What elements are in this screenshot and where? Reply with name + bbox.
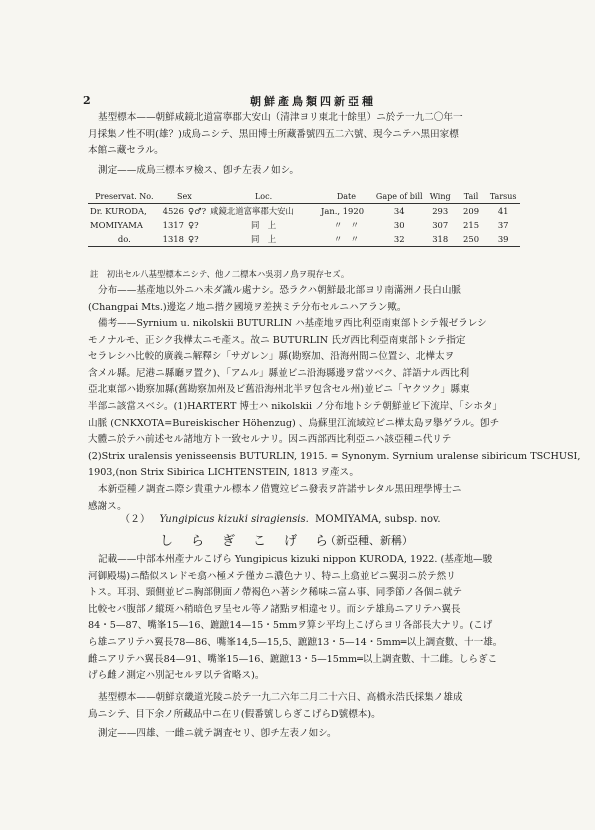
text-line: 含メル縣。尼港ニ縣廳ヲ置ク)、「アムル」縣並ビニ沿海縣邊ヲ當ツベク、詳語ナル西比利 <box>88 367 470 379</box>
table-cell: 30 <box>393 220 405 230</box>
text-line: 鳥ニシテ、目下余ノ所藏品中ニ在リ(假番號しらぎこげらD號標本)。 <box>88 708 381 720</box>
text-line: (2)Strix uralensis yenisseensis BUTURLIN, 1915. = Synonym. Syrnium uralense sibiricum TSCHUSI, <box>88 450 581 462</box>
measure-intro-1 <box>88 163 520 180</box>
col-header-loc: Loc. <box>254 192 273 201</box>
text-line: 1903,(non Strix Sibirica LICHTENSTEIN, 1813 ヲ產ス。 <box>88 467 360 479</box>
table-cell: 〃 〃 <box>333 220 360 230</box>
table-cell: 咸鏡北道富寧郡大安山 <box>210 206 294 216</box>
type-specimen-2 <box>88 690 520 723</box>
table-cell: 209 <box>463 206 480 216</box>
text-line: 河御殿場)ニ酷似スレドモ翕ハ極メテ僅カニ濃色ナリ、特ニ上翕並ビニ翼羽ニ於テ然リ <box>88 570 456 582</box>
text-line: 亞北東部ハ勘察加縣(舊勘察加州及ビ舊沿海州北半ヲ包含セル州)並ビニ「ヤクツク」縣東 <box>88 384 470 396</box>
col-header-gape: Gape of bill <box>375 192 423 201</box>
table-cell: 39 <box>497 234 509 244</box>
text-line: (Changpai Mts.)邊迄ノ地ニ揩ク國境ヲ差挾ミテ分布セルニハアラン歟。 <box>88 301 407 313</box>
col-header-wing: Wing <box>429 192 451 201</box>
table-cell: 1318 <box>162 234 184 244</box>
table-note: 註 初出セル八基型標本ニシテ、他ノ二標本ハ吳羽ノ鳥ヲ現存セズ。 <box>90 269 350 279</box>
table-cell: 〃 〃 <box>333 234 360 244</box>
table-cell: 318 <box>432 234 449 244</box>
text-line: 月採集ノ性不明(雄？)成鳥ニシテ、黒田博士所藏番號四五二六號、現今ニテハ黒田家標 <box>88 128 459 140</box>
table-cell: ♀? <box>187 220 199 230</box>
table-row <box>88 232 520 247</box>
text-line: 本館ニ藏セラル。 <box>88 145 164 157</box>
table-cell: 293 <box>432 206 449 216</box>
text-line: セラレシハ比較的廣義ニ解釋シ「サガレン」縣(勘察加、沿海州間ニ位置シ、北樺太ヲ <box>88 351 455 363</box>
text-line: 測定——成鳥三標本ヲ檢ス、卽チ左表ノ如シ。 <box>98 165 299 176</box>
table-cell: MOMIYAMA <box>90 220 143 230</box>
text-line: モノナルモ、正シク我樺太ニモ產ス。故ニ BUTURLIN 氏ガ西比利亞南東部トシテ指定 <box>88 334 466 346</box>
text-line: 備考——Syrnium u. nikolskii BUTURLIN ハ基產地ヲ西比利亞南東部トシテ報ゼラレシ <box>98 318 487 329</box>
table-cell: do. <box>117 234 131 244</box>
text-line: ら雄ニアリテハ翼長78—86、嘴峯14,5—15,5、蹠蹠13・5—14・5mm═以上調査數、十一雄。 <box>88 636 503 648</box>
remarks-1 <box>88 316 581 515</box>
distribution-1 <box>88 283 520 316</box>
table-cell: 250 <box>463 234 480 244</box>
type-specimen-1 <box>88 110 520 160</box>
col-header-tarsus: Tarsus <box>489 192 517 201</box>
text-line: 基型標本——朝鮮京畿道光陵ニ於テ一九二六年二月二十六日、高橋永浩氏採集ノ雄成 <box>98 692 463 703</box>
text-line: げら雌ノ測定ハ別記セルヲ以テ省略ス)。 <box>88 670 265 682</box>
text-line: 比較セバ腹部ノ縱斑ハ稍暗色ヲ呈セル等ノ諸點ヲ相違セリ。而シテ雄鳥ニアリテハ翼長 <box>88 603 461 615</box>
text-line: 84・5—87、嘴峯15—16、蹠蹠14—15・5mmヲ算シ平均上こげらヨリ各部長大ナリ。(こげ <box>88 620 493 632</box>
table-cell: ♀? <box>187 234 199 244</box>
page-number: 2 <box>83 94 91 107</box>
table-cell: 37 <box>497 220 509 230</box>
table-cell: 34 <box>393 206 405 216</box>
table-row <box>88 204 520 219</box>
table-cell: ♀♂? <box>187 206 207 216</box>
measurement-table <box>88 191 520 247</box>
text-line: 大體ニ於テハ前述セル諸地方ト一致セルナリ。因ニ西部西比利亞ニハ該亞種ニ代リテ <box>88 434 452 446</box>
table-cell: 32 <box>393 234 405 244</box>
col-header-preservat: Preservat. No. <box>95 192 154 201</box>
text-line: 記載——中部本州產ナルこげら Yungipicus kizuki nippon KURODA, 1922. (基產地—駿 <box>98 554 493 565</box>
table-cell: 215 <box>463 220 480 230</box>
table-cell: 307 <box>432 220 449 230</box>
heading-author: MOMIYAMA, subsp. nov. <box>315 514 441 525</box>
table-row <box>88 218 520 232</box>
heading-number: （２） <box>120 514 150 525</box>
measure-intro-2 <box>88 726 520 743</box>
table-cell: 同 上 <box>250 234 277 244</box>
table-cell: 1317 <box>162 220 184 230</box>
text-line: トス。耳羽、頸側並ビニ胸部側面ノ帶褐色ハ著シク稀味ニ富ム事、同季節ノ各個ニ就テ <box>88 587 463 599</box>
table-cell: 41 <box>497 206 509 216</box>
text-line: 感謝ス。 <box>88 500 127 512</box>
col-header-tail: Tail <box>463 192 479 201</box>
text-line: 基型標本——朝鮮咸鏡北道富寧郡大安山（清津ヨリ東北十餘里）ニ於テ一九二〇年一 <box>98 112 463 123</box>
text-line: 山脈 (CNKXOTA=Bureiskischer Höhenzug) 、烏蘇里江流域竝ビニ樺太島ヲ擧ゲラル。卽チ <box>88 417 500 429</box>
text-line: 本新亞種ノ調査ニ際シ貴重ナル標本ノ借覽竝ビニ發表ヲ許諾サレタル黒田理學博士ニ <box>98 483 462 495</box>
table-cell: Jan., 1920 <box>320 206 365 216</box>
col-header-date: Date <box>336 192 357 201</box>
text-line: 半部ニ該當スベシ。(1)HARTERT 博士ハ nikolskii ノ分布地トシテ朝鮮並ビ下流岸、「シホタ」 <box>88 400 503 412</box>
table-header-row <box>88 191 520 204</box>
description-2 <box>88 552 520 685</box>
heading-latin: Yungipicus kizuki siragiensis. <box>159 514 309 525</box>
table-cell: Dr. KURODA, <box>90 206 147 216</box>
text-line: 雌ニアリテハ翼長84—91、嘴峯15—16、蹠蹠13・5—15mm═以上調査數、十二雌。しらぎこ <box>88 653 498 665</box>
col-header-sex: Sex <box>176 192 192 201</box>
heading-kana: しらぎこげら <box>160 534 347 549</box>
running-title: 朝鮮產鳥類四新亞種 <box>250 95 376 108</box>
section-heading <box>120 510 441 525</box>
table-cell: 同 上 <box>250 220 277 230</box>
table-cell: 4526 <box>162 206 184 216</box>
text-line: 分布——基產地以外ニハ未ダ識ル處ナシ。恐ラクハ朝鮮最北部ヨリ南滿洲ノ長白山脈 <box>98 285 462 296</box>
text-line: 測定——四雄、一雌ニ就テ調査セリ、卽チ左表ノ如シ。 <box>98 728 337 739</box>
heading-kanji: （新亞種、新稱） <box>325 534 413 547</box>
